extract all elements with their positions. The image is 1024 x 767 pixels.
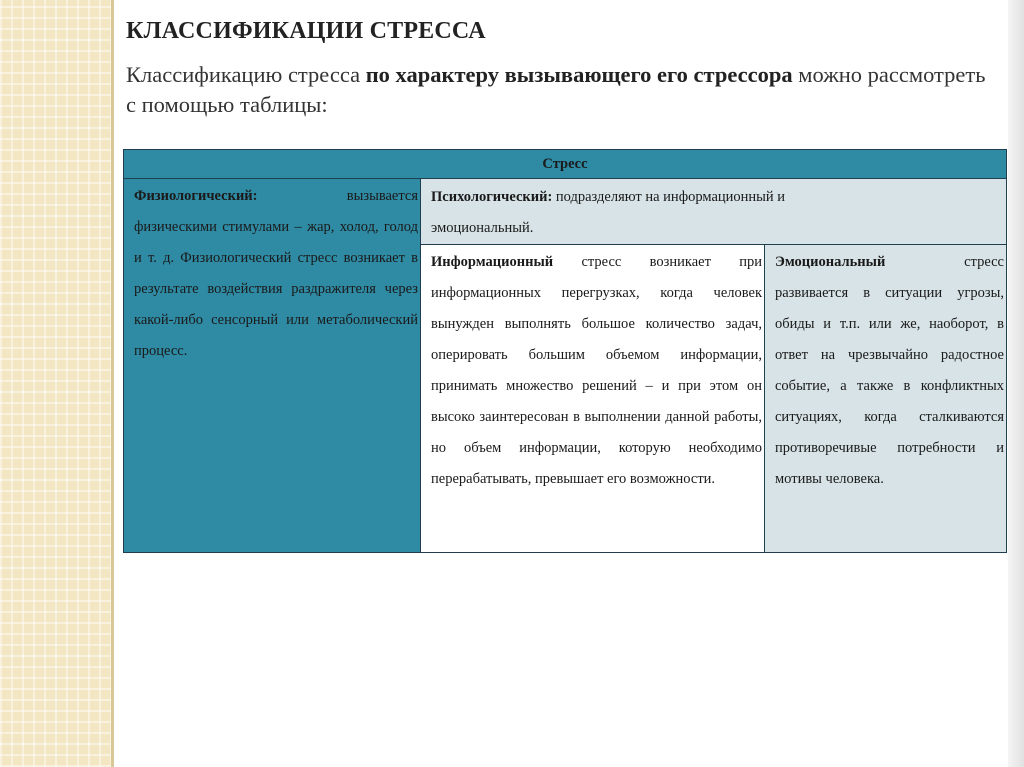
physiological-cell [124, 179, 421, 553]
psychological-cell [421, 179, 1007, 245]
psychological-text [431, 182, 851, 244]
slide-title: КЛАССИФИКАЦИИ СТРЕССА [126, 18, 486, 44]
physiological-description: вызывается физическими стимулами – жар, холод, голод и т. д. Физиологический стресс возникает в результате воздействия раздражителя через какой-либо сенсорный или метаболический процесс. [134, 188, 418, 359]
physiological-term: Физиологический: [134, 188, 258, 204]
table-row-types [124, 179, 1007, 245]
emotional-description: стресс развивается в ситуации угрозы, обиды и т.п. или же, наоборот, в ответ на чрезвычайно радостное событие, а также в конфликтных ситуациях, когда сталкиваются противоречивые потребности и мотивы человека. [775, 254, 1004, 487]
slide-edge-shadow [1008, 0, 1024, 767]
psychological-description: подразделяют на информационный и эмоциональный. [431, 189, 786, 236]
intro-text-end: можно рассмотреть с помощью таблицы: [126, 62, 986, 117]
informational-text [431, 247, 762, 495]
psychological-term: Психологический: [431, 189, 553, 205]
physiological-text [134, 181, 418, 367]
side-band-edge [111, 0, 114, 767]
decorative-side-band [0, 0, 111, 767]
informational-cell [421, 245, 765, 553]
table-header-cell [124, 150, 1007, 179]
emotional-term: Эмоциональный [775, 254, 886, 270]
emotional-text [775, 247, 1004, 495]
intro-text-start: Классификацию стресса [126, 62, 366, 87]
emotional-cell [765, 245, 1007, 553]
informational-description: стресс возникает при информационных перегрузках, когда человек вынужден выполнять большое количество задач, оперировать большим объемом информации, принимать множество решений – и при этом он высоко заинтересован в выполнении данной работы, но объем информации, которую необходимо перерабатывать, превышает его возможности. [431, 254, 762, 487]
intro-bold-phrase: по характеру вызывающего его стрессора [365, 62, 793, 87]
table-header-row [124, 150, 1007, 179]
intro-paragraph [126, 60, 996, 120]
informational-term: Информационный [431, 254, 554, 270]
stress-classification-table [123, 149, 1007, 553]
table-header-label: Стресс [542, 156, 588, 172]
